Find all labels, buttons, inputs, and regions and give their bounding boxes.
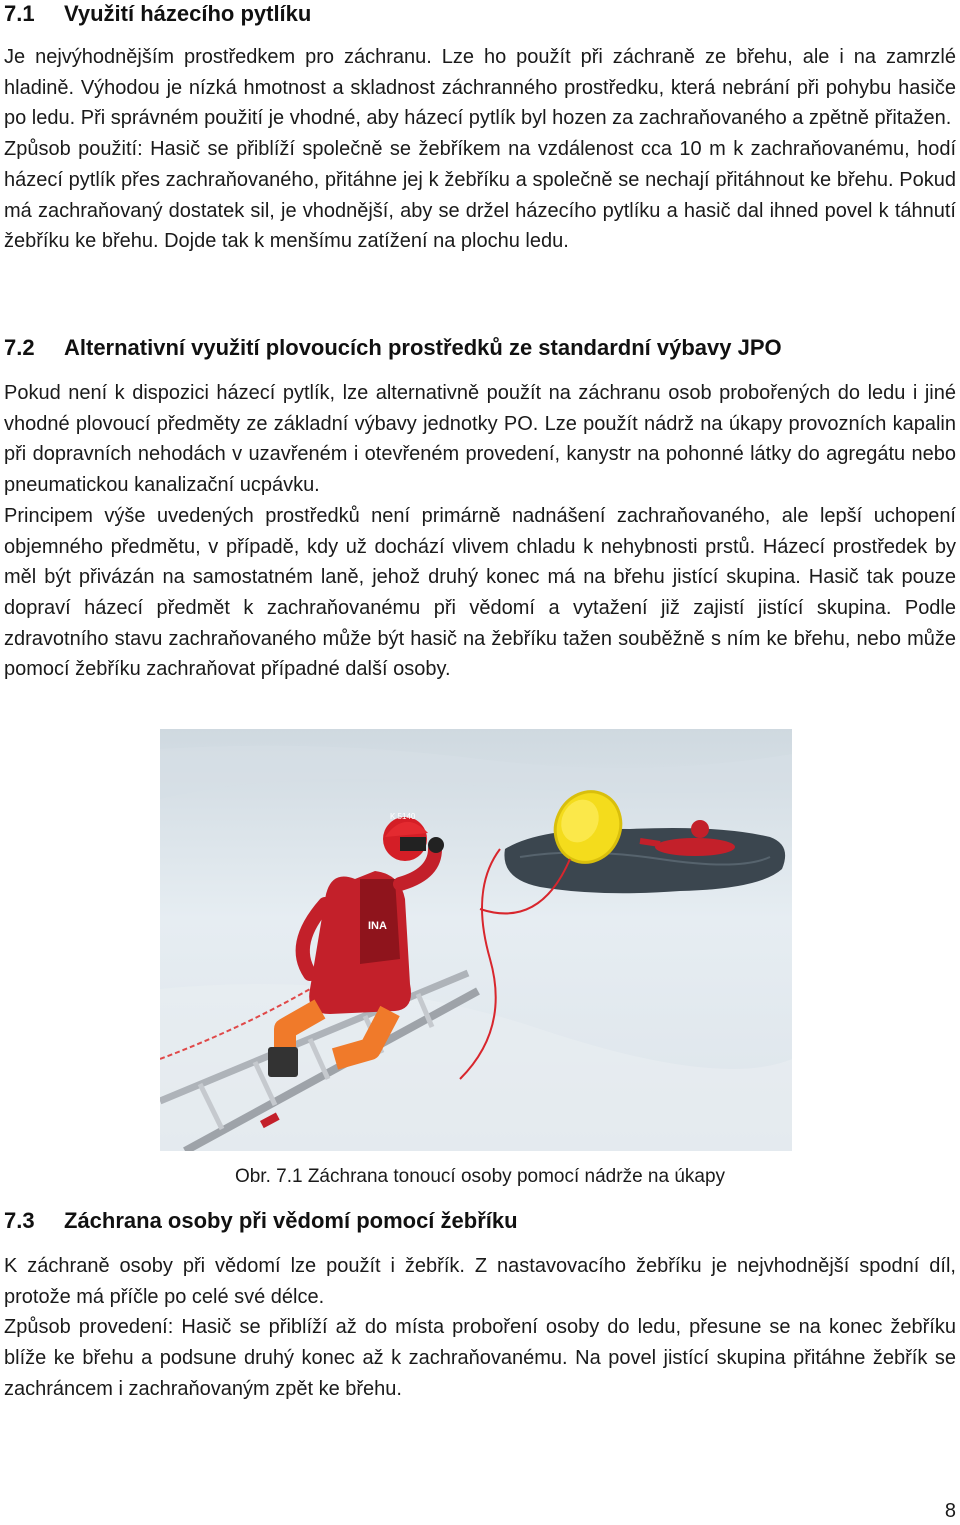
section-title: Alternativní využití plovoucích prostředků ze standardní výbavy JPO — [64, 335, 782, 360]
section-title: Záchrana osoby při vědomí pomocí žebříku — [64, 1208, 518, 1233]
section-number: 7.3 — [4, 1208, 35, 1233]
page-number: 8 — [944, 1500, 956, 1522]
rescue-photo-illustration — [160, 729, 792, 1151]
section-heading-7-1 — [4, 0, 311, 28]
paragraph: Způsob použití: Hasič se přiblíží společně se žebříkem na vzdálenost cca 10 m k zachraňovanému, hodí házecí pytlík přes zachraňovaného, přitáhne jej k žebříku a společně se nechají přitáhnout ke břehu. Pokud má zachraňovaný dostatek sil, je vhodnější, aby se držel házecího pytlíku a hasič dal ihned povel k táhnutí žebříku ke břehu. Dojde tak k menšímu zatížení na plochu ledu. — [4, 138, 956, 253]
rescue-photo — [160, 729, 792, 1151]
section-body-7-2 — [4, 378, 956, 685]
helmet-label: K 5140 — [390, 812, 416, 821]
ice-hole-water — [504, 828, 785, 893]
figure-caption — [4, 1163, 956, 1191]
paragraph: Způsob provedení: Hasič se přiblíží až do místa proboření osoby do ledu, přesune se na konec žebříku blíže ke břehu a podsune druhý konec až k zachraňovanému. Na povel jistící skupina přitáhne žebřík se zachráncem i zachraňovaným zpět ke břehu. — [4, 1316, 956, 1400]
section-heading-7-2 — [4, 334, 782, 362]
section-body-7-3 — [4, 1251, 956, 1405]
paragraph: K záchraně osoby při vědomí lze použít i žebřík. Z nastavovacího žebříku je nejvhodnější spodní díl, protože má příčle po celé své délce. — [4, 1255, 956, 1308]
section-number: 7.1 — [4, 1, 35, 26]
caption-text: Obr. 7.1 Záchrana tonoucí osoby pomocí nádrže na úkapy — [234, 1166, 726, 1187]
person-in-water — [655, 838, 735, 856]
paragraph: Pokud není k dispozici házecí pytlík, lze alternativně použít na záchranu osob probořených do ledu i jiné vhodné plovoucí předměty ze základní výbavy jednotky PO. Lze použít nádrž na úkapy provozních kapalin při dopravních nehodách v uzavřeném i otevřeném provedení, kanystr na pohonné látky do agregátu nebo pneumatickou kanalizační ucpávku. — [4, 382, 956, 497]
paragraph: Principem výše uvedených prostředků není primárně nadnášení zachraňovaného, ale lepší uchopení objemného předmětu, v případě, kdy už dochází vlivem chladu k nehybnosti prstů. Házecí prostředek by měl být přivázán na samostatném laně, jehož druhý konec má na břehu jistící skupina. Hasič tak pouze dopraví házecí předmět k zachraňovanému při vědomí a vytažení již zajistí jistící skupina. Podle zdravotního stavu zachraňovaného může být hasič na žebříku tažen souběžně s ním ke břehu, nebo může pomocí žebříku zachraňovat případné další osoby. — [4, 504, 956, 681]
section-heading-7-3 — [4, 1207, 518, 1235]
paragraph: Je nejvýhodnějším prostředkem pro záchranu. Lze ho použít při záchraně ze břehu, ale i na zamrzlé hladině. Výhodou je nízká hmotnost a skladnost záchranného prostředku, která nebrání při pohybu hasiče po ledu. Při správném použití je vhodné, aby házecí pytlík byl hozen za zachraňovaného a zpětně přitažen. — [4, 46, 956, 130]
section-body-7-1 — [4, 42, 956, 257]
vest-label: INA — [368, 920, 387, 932]
section-number: 7.2 — [4, 335, 35, 360]
section-title: Využití házecího pytlíku — [64, 1, 312, 26]
